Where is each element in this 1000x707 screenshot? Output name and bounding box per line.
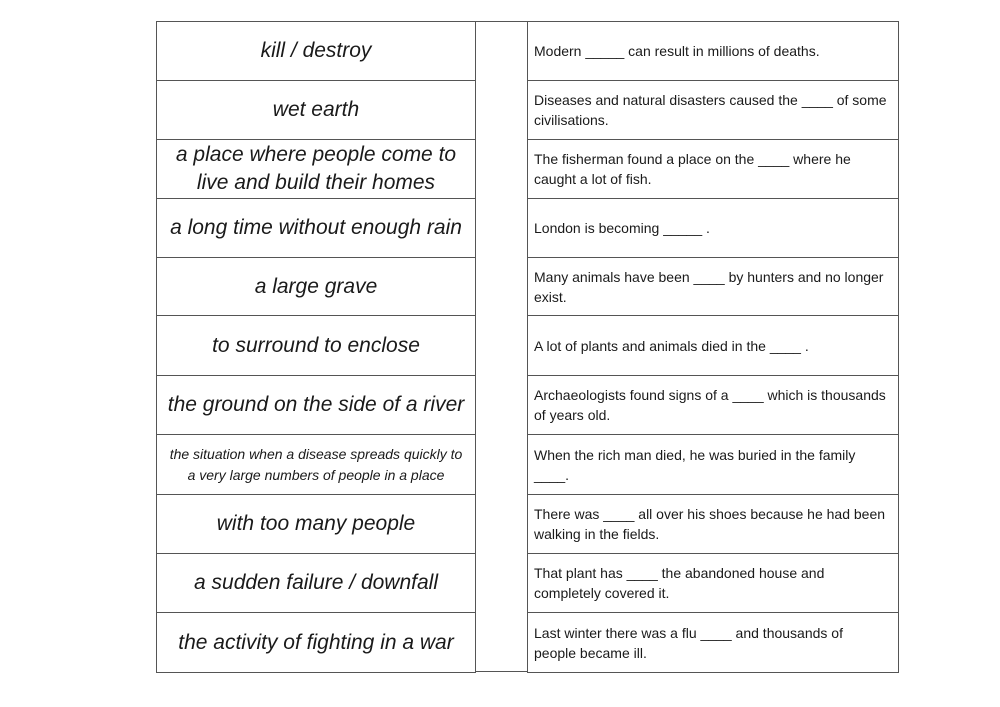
definition-text: to surround to enclose xyxy=(212,333,420,357)
sentence-cell xyxy=(528,81,898,140)
sentence-text: A lot of plants and animals died in the ____ . xyxy=(534,337,809,354)
sentence-cell xyxy=(528,258,898,316)
sentence-cell xyxy=(528,376,898,435)
sentence-text: Many animals have been ____ by hunters and no longer exist. xyxy=(534,268,884,305)
sentence-cell xyxy=(528,613,898,672)
sentence-text: Last winter there was a flu ____ and thousands of people became ill. xyxy=(534,624,843,661)
worksheet-table xyxy=(156,21,899,672)
definition-cell xyxy=(157,613,475,672)
sentence-text: There was ____ all over his shoes because he had been walking in the fields. xyxy=(534,506,886,542)
definition-text: kill / destroy xyxy=(260,39,372,62)
definition-cell xyxy=(157,435,475,495)
definition-text: with too many people xyxy=(216,512,416,535)
definition-text: the ground on the side of a river xyxy=(167,393,465,416)
sentence-cell xyxy=(528,435,898,495)
definition-cell xyxy=(157,199,475,258)
definition-cell xyxy=(157,22,475,81)
sentence-cell xyxy=(528,140,898,199)
definition-text: the situation when a disease spreads quickly to a very large numbers of people in a place xyxy=(169,445,463,483)
definition-cell xyxy=(157,376,475,435)
definition-text: a large grave xyxy=(254,274,378,298)
definition-text: a sudden failure / downfall xyxy=(194,571,438,594)
definition-text: a place where people come to live and build their homes xyxy=(175,143,457,194)
sentence-text: London is becoming _____ . xyxy=(534,220,710,236)
sentence-cell xyxy=(528,22,898,81)
sentence-text: Archaeologists found signs of a ____ which is thousands of years old. xyxy=(534,387,886,423)
definition-cell xyxy=(157,140,475,199)
sentence-text: That plant has ____ the abandoned house and completely covered it. xyxy=(534,565,825,601)
sentence-text: Diseases and natural disasters caused the ____ of some civilisations. xyxy=(534,92,887,128)
sentence-cell xyxy=(528,199,898,258)
definition-cell xyxy=(157,81,475,140)
definitions-column xyxy=(156,21,476,673)
definition-text: wet earth xyxy=(272,98,360,121)
sentence-cell xyxy=(528,554,898,613)
definition-cell xyxy=(157,258,475,316)
sentence-cell xyxy=(528,495,898,554)
sentences-column xyxy=(527,21,899,673)
sentence-text: The fisherman found a place on the ____ where he caught a lot of fish. xyxy=(534,151,851,187)
definition-cell xyxy=(157,554,475,613)
spacer-column xyxy=(476,21,527,672)
definition-text: a long time without enough rain xyxy=(170,216,462,239)
sentence-cell xyxy=(528,316,898,376)
sentence-text: When the rich man died, he was buried in the family ____. xyxy=(534,446,856,483)
definition-cell xyxy=(157,495,475,554)
definition-text: the activity of fighting in a war xyxy=(178,630,454,654)
definition-cell xyxy=(157,316,475,376)
sentence-text: Modern _____ can result in millions of deaths. xyxy=(534,43,820,59)
